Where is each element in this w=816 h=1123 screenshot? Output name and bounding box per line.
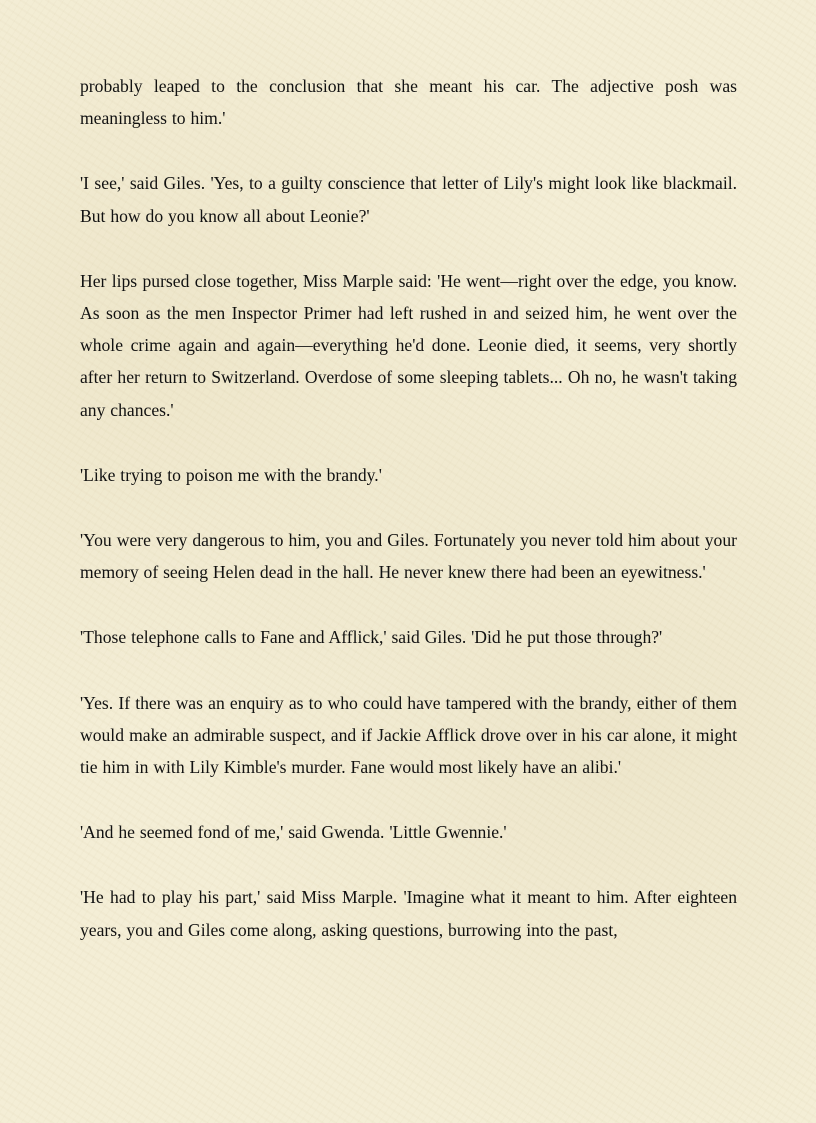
paragraph: 'I see,' said Giles. 'Yes, to a guilty conscience that letter of Lily's might look like blackmail. But how do you know all about Leonie?'	[80, 173, 737, 226]
paragraph: 'And he seemed fond of me,' said Gwenda. 'Little Gwennie.'	[80, 822, 507, 843]
paragraph: 'Like trying to poison me with the brandy.'	[80, 464, 382, 485]
paragraph: 'You were very dangerous to him, you and Giles. Fortunately you never told him about your memory of seeing Helen dead in the hall. He never knew there had been an eyewitness.'	[80, 530, 737, 583]
paragraph: 'He had to play his part,' said Miss Marple. 'Imagine what it meant to him. After eighteen years, you and Giles come along, asking questions, burrowing into the past,	[80, 887, 737, 940]
paragraph: 'Those telephone calls to Fane and Afflick,' said Giles. 'Did he put those through?'	[80, 627, 663, 648]
paragraph: 'Yes. If there was an enquiry as to who could have tampered with the brandy, either of them would make an admirable suspect, and if Jackie Afflick drove over in his car alone, it might tie him in with Lily Kimble's murder. Fane would most likely have an alibi.'	[80, 692, 737, 778]
paragraph: probably leaped to the conclusion that she meant his car. The adjective posh was meaningless to him.'	[80, 76, 737, 129]
book-page	[80, 70, 737, 1110]
paragraph: Her lips pursed close together, Miss Marple said: 'He went—right over the edge, you know. As soon as the men Inspector Primer had left rushed in and seized him, he went over the whole crime again and again—everything he'd done. Leonie died, it seems, very shortly after her return to Switzerland. Overdose of some sleeping tablets... Oh no, he wasn't taking any chances.'	[80, 270, 737, 420]
